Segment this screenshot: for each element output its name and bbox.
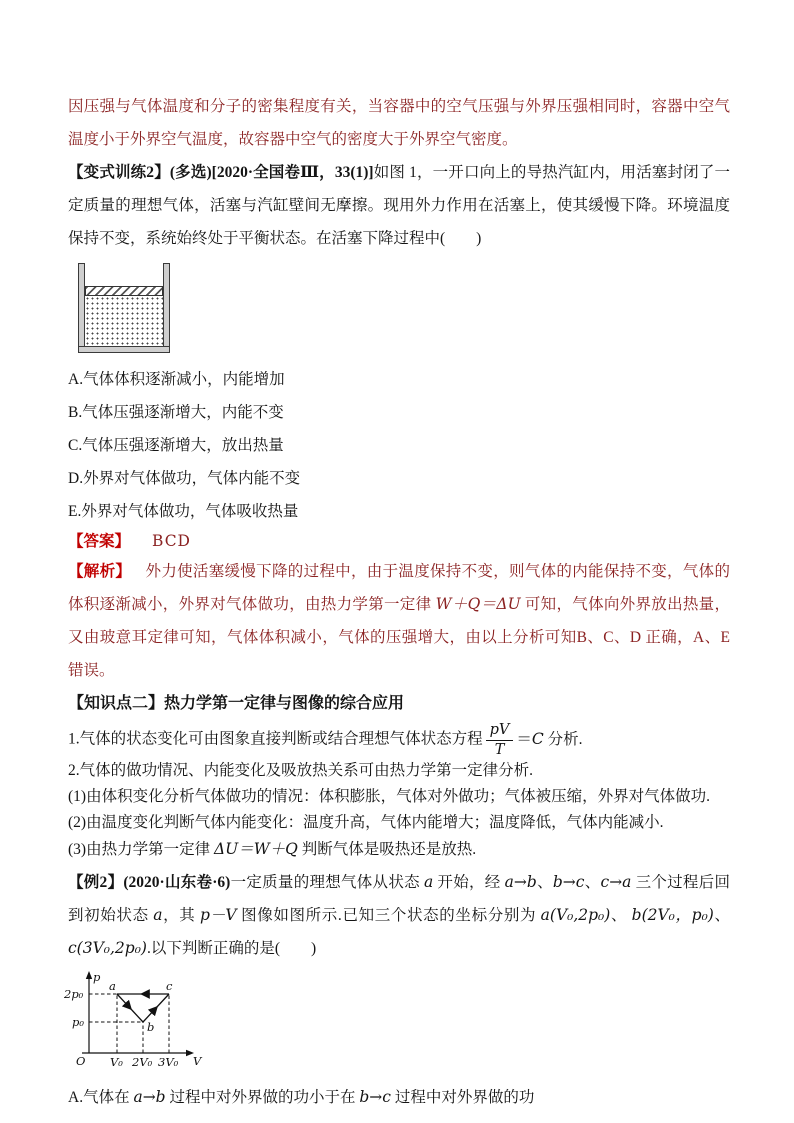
knowledge2-sub1: (1)由体积变化分析气体做功的情况：体积膨胀，气体对外做功；气体被压缩，外界对气体做功. [68, 788, 710, 806]
fraction-denominator: T [494, 741, 505, 758]
analysis-label: 【解析】 [68, 563, 132, 580]
option-c: C.气体压强逐渐增大，放出热量 [68, 437, 284, 454]
knowledge2-item2: 2.气体的做功情况、内能变化及吸放热关系可由热力学第一定律分析. [68, 762, 534, 780]
example2-source-tag: (2020·山东卷·6) [123, 874, 231, 892]
answer-line [68, 528, 730, 555]
knowledge2-sub2: (2)由温度变化判断气体内能变化：温度升高，气体内能增大；温度降低，气体内能减小. [68, 814, 664, 832]
training2-label: 【变式训练2】 [68, 164, 170, 181]
training2-source-tag: (多选)[2020·全国卷Ⅲ，33(1)] [169, 164, 374, 181]
piston-hatched-bar [85, 286, 163, 296]
answer-label: 【答案】 [68, 533, 131, 550]
origin-label: O [76, 1054, 86, 1069]
process-a-to-b [117, 994, 143, 1022]
x-axis-label: V [193, 1054, 202, 1069]
ytick-p0: p₀ [72, 1015, 84, 1030]
answer-value: BCD [152, 532, 191, 550]
xtick-2v0: 2V₀ [132, 1055, 153, 1070]
analysis-paragraph [68, 555, 730, 687]
y-axis-arrowhead [86, 971, 92, 979]
item1-rest: ＝C 分析. [516, 729, 583, 748]
intro-paragraph: 因压强与气体温度和分子的密集程度有关，当容器中的空气压强与外界压强相同时，容器中空气温度小于外界空气温度，故容器中空气的密度大于外界空气密度。 [68, 98, 730, 148]
pv-graph-figure [60, 969, 730, 1078]
option-b: B.气体压强逐渐增大，内能不变 [68, 404, 284, 421]
example2-option-a: A.气体在 a→b 过程中对外界做的功小于在 b→c 过程中对外界做的功 [68, 1088, 535, 1107]
knowledge2-heading: 【知识点二】热力学第一定律与图像的综合应用 [68, 695, 405, 712]
example2-text: 一定质量的理想气体从状态 a 开始，经 a→b、b→c、c→a 三个过程后回到初始状态 a，其 p－V 图像如图所示.已知三个状态的坐标分别为 a(V₀,2p₀)、 b(2V₀，p₀)、c(3V₀,2p₀).以下判断正确的是( ) [68, 873, 730, 958]
dashed-guides [89, 994, 169, 1053]
ytick-2p0: 2p₀ [64, 987, 84, 1002]
y-axis-label: p [93, 970, 101, 985]
process-lines [117, 994, 169, 1022]
option-e: E.外界对气体做功，气体吸收热量 [68, 503, 299, 520]
gas-dotted-region [85, 296, 163, 346]
cylinder-base [78, 346, 170, 353]
cylinder-left-wall [78, 263, 85, 353]
fraction-numerator: pV [486, 722, 514, 741]
example2-paragraph [68, 866, 730, 965]
training2-paragraph [68, 156, 730, 255]
knowledge2-item1 [68, 722, 730, 758]
option-d: D.外界对气体做功，气体内能不变 [68, 470, 301, 487]
item1-text: 1.气体的状态变化可由图象直接判断或结合理想气体状态方程 [68, 730, 483, 748]
cylinder-right-wall [163, 263, 170, 353]
point-c-label: c [166, 979, 173, 994]
knowledge2-sub3: (3)由热力学第一定律 ΔU＝W＋Q 判断气体是吸热还是放热. [68, 840, 477, 859]
example2-label: 【例2】 [68, 874, 124, 892]
option-a: A.气体体积逐渐减小，内能增加 [68, 371, 285, 388]
point-a-label: a [109, 979, 116, 994]
pv-graph-svg [60, 969, 210, 1073]
process-b-to-c [143, 994, 169, 1022]
training2-options [68, 363, 730, 528]
training2-text: 如图 1，一开口向上的导热汽缸内，用活塞封闭了一定质量的理想气体，活塞与汽缸壁间无摩擦。现用外力作用在活塞上，使其缓慢下降。环境温度保持不变，系统始终处于平衡状态。在活塞下降过程中( ) [68, 164, 730, 247]
analysis-text: 外力使活塞缓慢下降的过程中，由于温度保持不变，则气体的内能保持不变，气体的体积逐渐减小，外界对气体做功，由热力学第一定律 W＋Q＝ΔU 可知，气体向外界放出热量，又由玻意耳定律可知，气体体积减小，气体的压强增大，由以上分析可知B、C、D 正确，A、E 错误。 [68, 563, 730, 679]
xtick-3v0: 3V₀ [158, 1055, 179, 1070]
xtick-v0: V₀ [110, 1055, 123, 1070]
point-b-label: b [147, 1020, 155, 1035]
piston-cylinder-figure [78, 263, 170, 353]
fraction-pv-over-t [486, 722, 514, 758]
